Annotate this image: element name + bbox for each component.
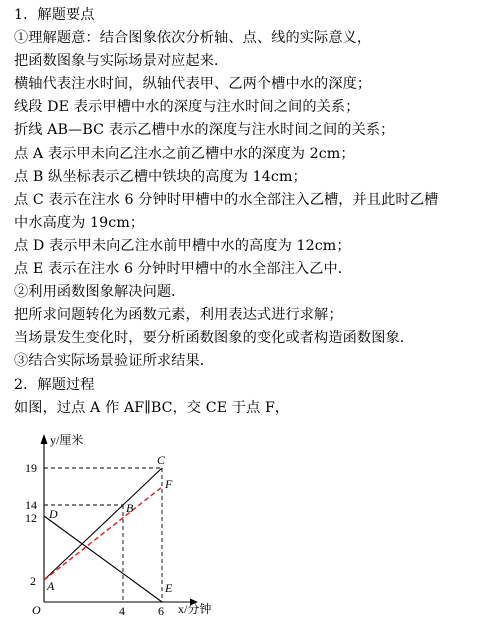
graph-layer [25,432,211,618]
text-line: 点 C 表示在注水 6 分钟时甲槽中的水全部注入乙槽，并且此时乙槽 [14,191,439,208]
x-tick-6: 6 [158,604,164,618]
text-line: 横轴代表注水时间，纵轴代表甲、乙两个槽中水的深度； [14,76,372,93]
text-line: 点 D 表示甲未向乙注水前甲槽中水的高度为 12cm； [14,237,351,254]
text-line: 把所求问题转化为函数元素，利用表达式进行求解； [14,307,343,324]
text-line: 折线 AB—BC 表示乙槽中水的深度与注水时间之间的关系； [14,122,395,139]
point-label-F: F [165,477,173,491]
document-body [14,4,490,420]
text-line: 点 E 表示在注水 6 分钟时甲槽中的水全部注入乙中． [14,261,353,278]
text-line: 点 A 表示甲未向乙注水之前乙槽中水的深度为 2cm； [14,145,355,162]
text-line: ②利用函数图象解决问题． [14,284,186,301]
text-line: 当场景发生变化时，要分析函数图象的变化或者构造函数图象． [14,330,415,347]
y-tick-12: 12 [25,511,37,525]
point-label-A: A [47,579,55,593]
x-tick-4: 4 [119,604,125,618]
origin-label: O [32,603,41,617]
x-axis-label: x/分钟 [178,602,212,616]
point-label-C: C [157,453,166,467]
text-line: ①理解题意：结合图象依次分析轴、点、线的实际意义， [14,30,372,47]
y-tick-2: 2 [30,574,36,588]
function-graph [20,430,280,618]
y-tick-19: 19 [25,461,37,475]
section-heading-2: 2．解题过程 [14,376,95,393]
text-line: 点 B 纵坐标表示乙槽中铁块的高度为 14cm； [14,168,307,185]
segment-AF [44,487,162,580]
point-label-D: D [49,507,58,521]
segment-BC [123,468,162,505]
text-line: 如图，过点 A 作 AF∥BC，交 CE 于点 F， [14,399,290,416]
y-axis-label: y/厘米 [50,433,84,447]
point-label-E: E [165,581,173,595]
y-axis-arrow-icon [41,434,48,444]
section-heading-1: 1．解题要点 [14,7,95,23]
text-line: 中水高度为 19cm； [14,214,145,231]
segment-DE [44,516,162,602]
y-tick-14: 14 [25,498,37,512]
text-line: 把函数图象与实际场景对应起来． [14,53,229,70]
text-line: 线段 DE 表示甲槽中水的深度与注水时间之间的关系； [14,99,360,116]
text-line: ③结合实际场景验证所求结果． [14,353,215,370]
point-label-B: B [126,501,134,515]
